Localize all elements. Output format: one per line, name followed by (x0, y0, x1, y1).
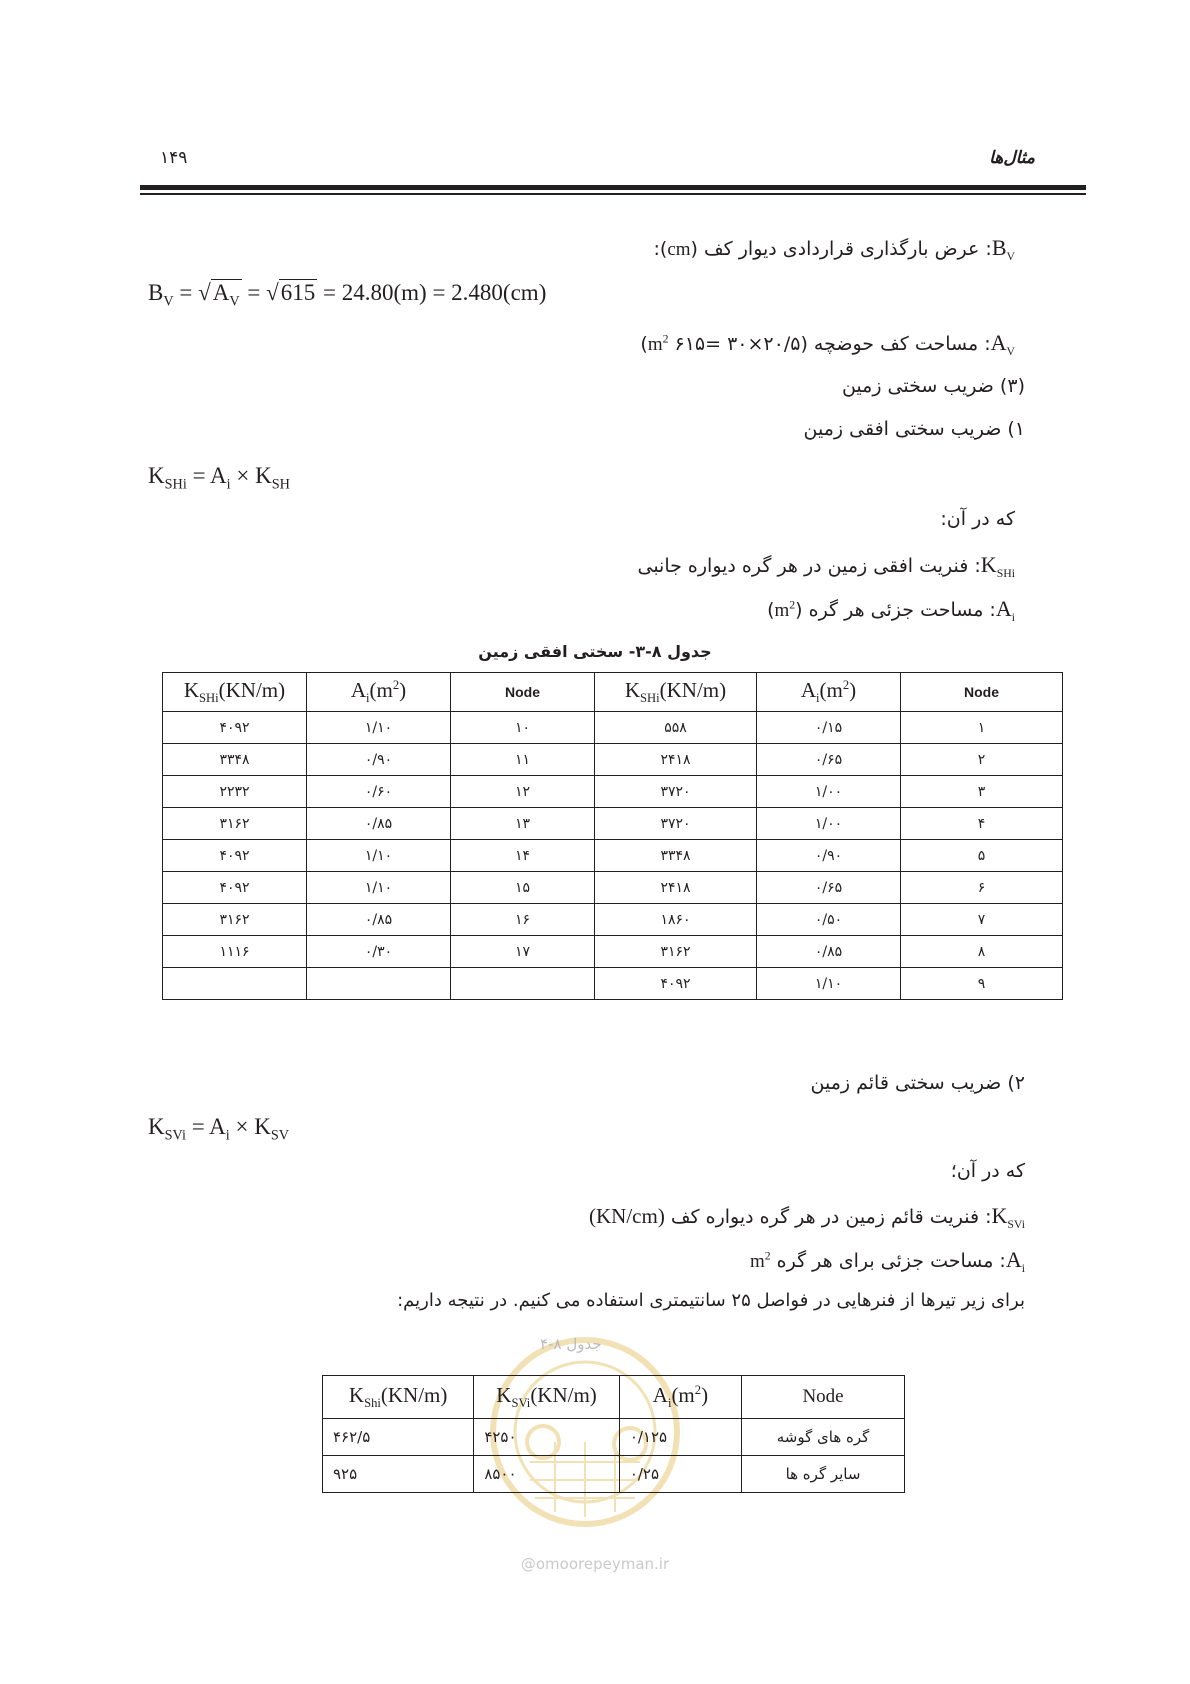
header-ksvi-symbol: K (496, 1382, 512, 1407)
col-header-node-left: Node (451, 673, 595, 712)
header-rule-thin (140, 193, 1086, 195)
header-kshi-unit: (KN/m) (380, 1382, 448, 1407)
ksv-eq-mid: = A (185, 1114, 226, 1139)
cell-kshi: ۳۷۲۰ (595, 808, 757, 840)
bv-eq-lhs: B (148, 280, 164, 305)
header-k-symbol: K (183, 677, 200, 702)
cell-ai: ۱/۰۰ (757, 776, 901, 808)
cell-ksvi: ۴۲۵۰ (474, 1419, 620, 1456)
ai1-subscript: i (1011, 610, 1015, 624)
cell-node: ۴ (901, 808, 1063, 840)
paragraph: برای زیر تیرها از فنرهایی در فواصل ۲۵ سانتیمتری استفاده می کنیم. در نتیجه داریم: (397, 1290, 1025, 1311)
cell-kshi: ۳۷۲۰ (595, 776, 757, 808)
cell-node: ۳ (901, 776, 1063, 808)
ai2-unit: m (749, 1251, 765, 1272)
cell-node: ۱ (901, 712, 1063, 744)
av-definition (640, 330, 1015, 359)
bv-eq-lhs-sub: V (163, 293, 174, 310)
cell-ai: ۱/۰۰ (757, 808, 901, 840)
cell-node: ۱۵ (451, 872, 595, 904)
vertical-stiffness-table (322, 1375, 905, 1493)
bv-definition (654, 235, 1016, 264)
header-ai-sub: i (667, 1396, 672, 1411)
table-row (323, 1419, 905, 1456)
ksh-eq-op: × K (230, 463, 272, 488)
ksv-eq-mid-sub: i (225, 1127, 230, 1144)
cell-kshi: ۴۰۹۲ (595, 968, 757, 1000)
cell-kshi: ۱۸۶۰ (595, 904, 757, 936)
ai2-unit-sup: 2 (764, 1249, 771, 1263)
kshi-subscript: SHi (996, 566, 1015, 580)
av-text: : مساحت کف حوضچه ( (800, 333, 991, 355)
ksv-eq-lhs-sub: SVi (164, 1127, 186, 1144)
bv-eq-sqrt2: 615 (280, 280, 316, 305)
bv-eq-equals-2: = (241, 280, 267, 305)
ai2-symbol: A (1005, 1247, 1022, 1272)
av-unit: m (647, 334, 663, 355)
cell-ksvi: ۸۵۰۰ (474, 1456, 620, 1493)
cell-kshi: ۲۲۳۲ (163, 776, 307, 808)
watermark-url: @omoorepeyman.ir (520, 1555, 670, 1573)
ai1-text: : مساحت جزئی هر گره ( (795, 599, 996, 621)
cell-ai: ۰/۹۰ (757, 840, 901, 872)
header-kshi-sub: Shi (364, 1396, 381, 1411)
ksv-eq-rhs-sub: SV (270, 1127, 290, 1144)
cell-ai: ۰/۵۰ (757, 904, 901, 936)
bv-text: : عرض بارگذاری قراردادی دیوار کف ( (690, 238, 992, 260)
cell-ai (307, 968, 451, 1000)
table-row (163, 872, 1063, 904)
cell-node: ۹ (901, 968, 1063, 1000)
table1-body (163, 712, 1063, 1000)
cell-node: ۱۲ (451, 776, 595, 808)
col-header-ai-left (307, 673, 451, 712)
ksvi-definition (589, 1203, 1025, 1232)
header-a-symbol: A (350, 677, 367, 702)
cell-node: سایر گره ها (742, 1456, 905, 1493)
table1-caption: جدول ۸-۳- سختی افقی زمین (478, 642, 712, 661)
ai1-symbol: A (995, 596, 1012, 621)
header-rule-thick (140, 185, 1086, 190)
cell-ai: ۱/۱۰ (757, 968, 901, 1000)
table2-header-row (323, 1376, 905, 1419)
header-a-sub: i (366, 691, 370, 706)
cell-ai: ۰/۹۰ (307, 744, 451, 776)
cell-kshi: ۳۳۴۸ (163, 744, 307, 776)
header-a-unit: (m (369, 677, 393, 702)
col-header-kshi-left (163, 673, 307, 712)
col-header-ai-right (757, 673, 901, 712)
where-2: که در آن؛ (950, 1160, 1025, 1182)
cell-node: ۱۴ (451, 840, 595, 872)
item2-heading: ۲) ضریب سختی قائم زمین (810, 1072, 1025, 1094)
cell-ai: ۱/۱۰ (307, 840, 451, 872)
page-number: ۱۴۹ (160, 148, 188, 168)
ai2-text: : مساحت جزئی برای هر گره (770, 1250, 1006, 1272)
header-kshi-symbol: K (348, 1382, 365, 1407)
bv-unit: cm (667, 239, 691, 260)
header-ai-symbol: A (652, 1382, 668, 1407)
header-k-sub: SHi (199, 691, 219, 706)
sqrt-av (211, 279, 242, 310)
cell-kshi: ۹۲۵ (323, 1456, 474, 1493)
ai1-close: ) (767, 599, 775, 621)
table-row (163, 808, 1063, 840)
bv-eq-rest: = 24.80(m) = 2.480(cm) (317, 280, 547, 305)
cell-node: ۱۰ (451, 712, 595, 744)
cell-node: ۵ (901, 840, 1063, 872)
header-k-symbol: K (624, 677, 641, 702)
ksv-eq-lhs: K (148, 1114, 165, 1139)
cell-ai: ۰/۱۵ (757, 712, 901, 744)
ksh-equation (148, 463, 290, 494)
horizontal-stiffness-table (162, 672, 1063, 1000)
col-header-node-right: Node (901, 673, 1063, 712)
cell-kshi: ۳۱۶۲ (595, 936, 757, 968)
header-a-sub: i (816, 691, 820, 706)
cell-ai: ۰/۳۰ (307, 936, 451, 968)
cell-ai: ۰/۸۵ (307, 904, 451, 936)
cell-kshi: ۵۵۸ (595, 712, 757, 744)
bv-symbol: B (991, 235, 1007, 260)
ai-definition-1 (767, 596, 1015, 625)
ksv-equation (148, 1114, 289, 1145)
table-row (163, 904, 1063, 936)
ksv-eq-op: × K (229, 1114, 271, 1139)
table-row (323, 1456, 905, 1493)
header-ai-close: ) (701, 1382, 709, 1407)
table1-header-row (163, 673, 1063, 712)
cell-kshi: ۴۰۹۲ (163, 840, 307, 872)
cell-ai: ۰/۶۵ (757, 872, 901, 904)
cell-ai: ۱/۱۰ (307, 712, 451, 744)
header-k-unit: (KN/m) (659, 677, 727, 702)
ksvi-symbol: K (991, 1203, 1008, 1228)
kshi-symbol: K (980, 552, 997, 577)
running-title: مثال‌ها (989, 148, 1035, 168)
bv-eq-equals-1: = (173, 280, 199, 305)
cell-kshi (163, 968, 307, 1000)
where-1: که در آن: (940, 508, 1015, 530)
cell-kshi: ۴۰۹۲ (163, 712, 307, 744)
av-value: ۶۱۵= ۳۰×۲۰/۵) (640, 333, 801, 355)
table2-caption: جدول ۸-۴ (540, 1335, 602, 1353)
ksh-eq-mid: = A (186, 463, 227, 488)
header-a-symbol: A (800, 677, 817, 702)
header-a-sup: 2 (392, 677, 400, 692)
col-header-ksvi (474, 1376, 620, 1419)
cell-kshi: ۲۴۱۸ (595, 744, 757, 776)
bv-close: ): (653, 238, 668, 260)
header-a-unit: (m (819, 677, 843, 702)
cell-ai: ۱/۱۰ (307, 872, 451, 904)
header-a-close: ) (399, 677, 407, 702)
header-k-sub: SHi (640, 691, 660, 706)
ksh-eq-rhs-sub: SH (271, 476, 290, 493)
bv-eq-sqrt1: A (212, 280, 230, 305)
table-row (163, 936, 1063, 968)
kshi-text: : فنریت افقی زمین در هر گره دیواره جانبی (637, 555, 981, 577)
sqrt-sign-1: √ (198, 280, 211, 305)
col-header-kshi-right (595, 673, 757, 712)
cell-ai: ۰/۸۵ (757, 936, 901, 968)
cell-kshi: ۳۱۶۲ (163, 904, 307, 936)
bv-equation (148, 280, 546, 311)
table-row (163, 712, 1063, 744)
header-ksvi-unit: (KN/m) (530, 1382, 597, 1407)
cell-node: ۱۱ (451, 744, 595, 776)
cell-node: ۱۷ (451, 936, 595, 968)
header-ai-sup: 2 (694, 1382, 702, 1397)
table2-body (323, 1419, 905, 1493)
ksh-eq-lhs: K (148, 463, 165, 488)
cell-kshi: ۱۱۱۶ (163, 936, 307, 968)
section3-heading: (۳) ضریب سختی زمین (841, 375, 1025, 397)
cell-ai: ۰/۸۵ (307, 808, 451, 840)
ksh-eq-mid-sub: i (226, 476, 231, 493)
ksvi-text: : فنریت قائم زمین در هر گره دیواره کف (664, 1206, 992, 1228)
header-a-close: ) (849, 677, 857, 702)
av-subscript: V (1006, 344, 1015, 358)
header-ksvi-sub: SVi (511, 1396, 531, 1411)
ksvi-subscript: SVi (1007, 1217, 1025, 1231)
cell-ai: ۰/۲۵ (619, 1456, 741, 1493)
cell-node: ۶ (901, 872, 1063, 904)
header-ai-unit: (m (671, 1382, 695, 1407)
cell-node: ۲ (901, 744, 1063, 776)
cell-node (451, 968, 595, 1000)
kshi-definition (637, 552, 1015, 581)
cell-node: ۷ (901, 904, 1063, 936)
cell-ai: ۰/۱۲۵ (619, 1419, 741, 1456)
cell-kshi: ۲۴۱۸ (595, 872, 757, 904)
ai1-unit: m (774, 600, 790, 621)
table-row (163, 840, 1063, 872)
cell-node: ۱۳ (451, 808, 595, 840)
sqrt-sign-2: √ (266, 280, 279, 305)
col-header-node: Node (742, 1376, 905, 1419)
cell-node: ۱۶ (451, 904, 595, 936)
bv-eq-sqrt1-sub: V (229, 293, 240, 310)
cell-kshi: ۴۶۲/۵ (323, 1419, 474, 1456)
cell-node: گره های گوشه (742, 1419, 905, 1456)
av-symbol: A (990, 330, 1007, 355)
cell-ai: ۰/۶۵ (757, 744, 901, 776)
cell-kshi: ۴۰۹۲ (163, 872, 307, 904)
av-unit-sup: 2 (662, 332, 669, 346)
ai-definition-2 (750, 1247, 1025, 1276)
header-a-sup: 2 (842, 677, 850, 692)
table-row (163, 744, 1063, 776)
ksh-eq-lhs-sub: SHi (164, 476, 187, 493)
ai2-subscript: i (1021, 1261, 1025, 1275)
cell-ai: ۰/۶۰ (307, 776, 451, 808)
header-k-unit: (KN/m) (218, 677, 286, 702)
col-header-kshi (323, 1376, 474, 1419)
ksvi-unit: (KN/cm) (589, 1204, 665, 1228)
table-row (163, 968, 1063, 1000)
cell-kshi: ۳۱۶۲ (163, 808, 307, 840)
bv-subscript: V (1006, 249, 1015, 263)
cell-kshi: ۳۳۴۸ (595, 840, 757, 872)
cell-node: ۸ (901, 936, 1063, 968)
item1-heading: ۱) ضریب سختی افقی زمین (803, 418, 1025, 440)
table-row (163, 776, 1063, 808)
ai1-unit-sup: 2 (789, 598, 796, 612)
col-header-ai (619, 1376, 741, 1419)
